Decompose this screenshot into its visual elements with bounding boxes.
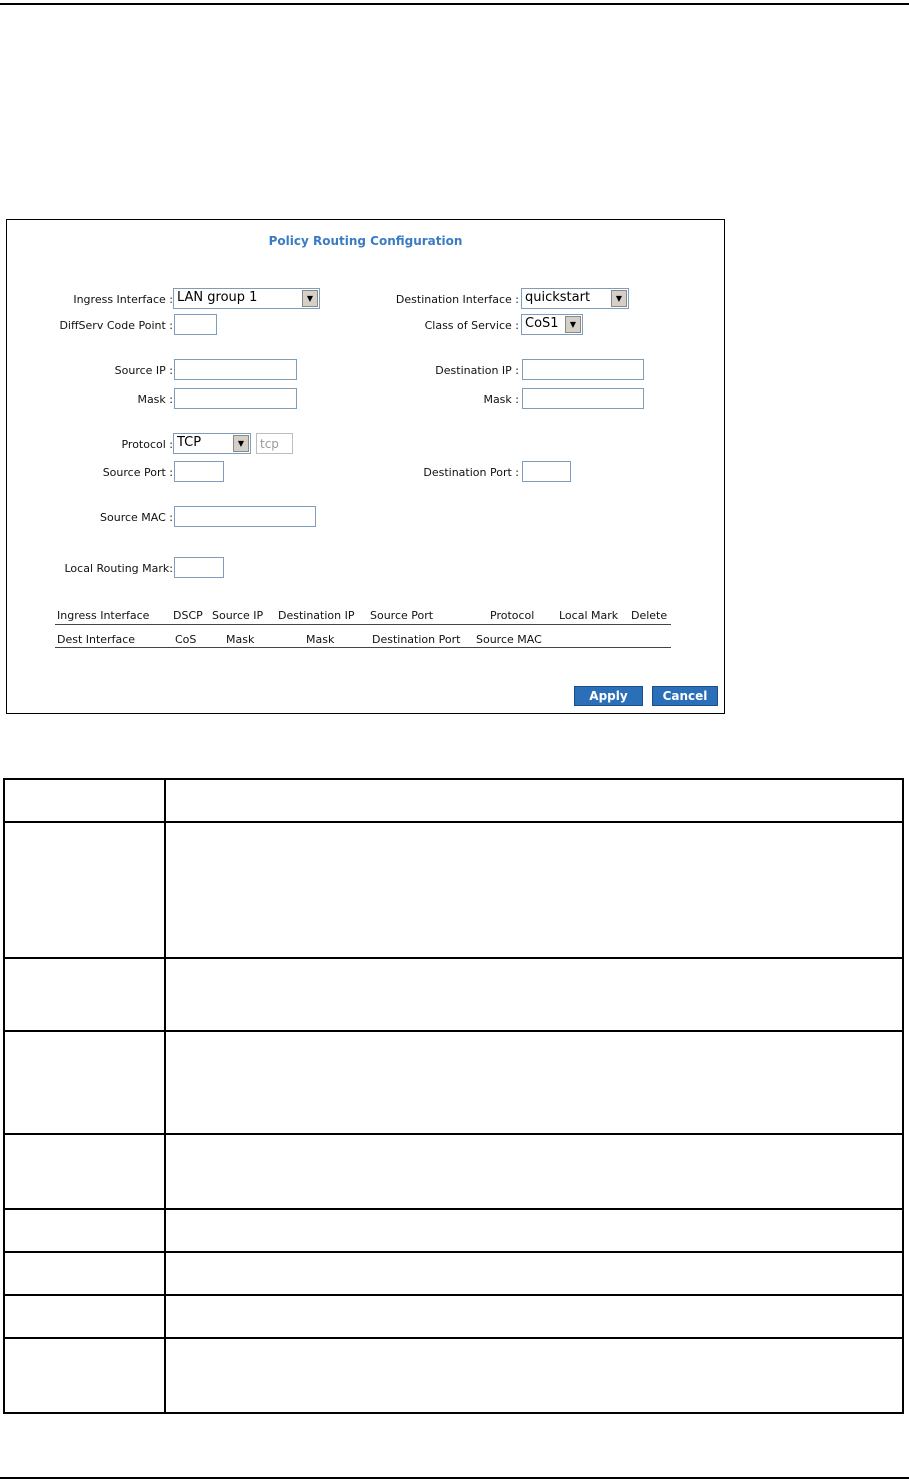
source-mask-input[interactable]	[174, 388, 297, 409]
top-rule	[0, 3, 909, 5]
col-destination-port: Destination Port	[372, 633, 461, 646]
apply-button[interactable]: Apply	[574, 686, 643, 706]
ingress-interface-select[interactable]	[173, 288, 320, 309]
bottom-rule	[0, 1477, 909, 1479]
description-table	[3, 778, 904, 1414]
source-port-label: Source Port :	[102, 466, 173, 479]
col-cos: CoS	[175, 633, 197, 646]
col-dscp: DSCP	[173, 609, 203, 622]
destination-interface-select[interactable]	[521, 288, 629, 309]
col-dest-interface: Dest Interface	[57, 633, 136, 646]
col-local-mark: Local Mark	[559, 609, 619, 622]
cancel-button[interactable]: Cancel	[652, 686, 718, 706]
col-destination-mask: Mask	[306, 633, 335, 646]
destination-mask-label: Mask :	[483, 393, 519, 406]
page-title: Policy Routing Configuration	[268, 234, 463, 248]
diffserv-input[interactable]	[174, 314, 217, 335]
row-divider	[5, 1294, 902, 1296]
col-source-port: Source Port	[370, 609, 434, 622]
row-divider	[5, 957, 902, 959]
local-routing-mark-input[interactable]	[174, 557, 224, 578]
chevron-down-icon: ▼	[565, 316, 581, 333]
source-mask-label: Mask :	[137, 393, 173, 406]
header-divider	[55, 624, 671, 625]
class-of-service-value: CoS1	[525, 316, 559, 331]
column-divider	[164, 780, 166, 1412]
destination-ip-label: Destination IP :	[435, 364, 519, 377]
header-divider	[55, 647, 671, 648]
row-divider	[5, 1133, 902, 1135]
class-of-service-label: Class of Service :	[424, 319, 519, 332]
source-ip-input[interactable]	[174, 359, 297, 380]
col-delete: Delete	[631, 609, 668, 622]
source-mac-input[interactable]	[174, 506, 316, 527]
protocol-text-input[interactable]	[256, 433, 293, 454]
diffserv-label: DiffServ Code Point :	[59, 319, 173, 332]
protocol-select[interactable]	[173, 433, 251, 454]
destination-ip-input[interactable]	[522, 359, 644, 380]
chevron-down-icon: ▼	[302, 290, 318, 307]
ingress-interface-value: LAN group 1	[177, 290, 258, 305]
col-destination-ip: Destination IP	[278, 609, 355, 622]
destination-port-label: Destination Port :	[423, 466, 519, 479]
destination-mask-input[interactable]	[522, 388, 644, 409]
source-port-input[interactable]	[174, 461, 224, 482]
col-source-mask: Mask	[226, 633, 255, 646]
col-ingress-interface: Ingress Interface	[57, 609, 150, 622]
protocol-label: Protocol :	[121, 438, 173, 451]
ingress-interface-label: Ingress Interface :	[73, 293, 173, 306]
chevron-down-icon: ▼	[611, 290, 627, 307]
class-of-service-select[interactable]	[521, 314, 583, 335]
destination-interface-label: Destination Interface :	[395, 293, 519, 306]
source-ip-label: Source IP :	[114, 364, 173, 377]
row-divider	[5, 821, 902, 823]
local-routing-mark-label: Local Routing Mark:	[64, 562, 173, 575]
col-protocol: Protocol	[490, 609, 535, 622]
row-divider	[5, 1251, 902, 1253]
row-divider	[5, 1208, 902, 1210]
policy-routing-panel	[6, 219, 725, 714]
row-divider	[5, 1337, 902, 1339]
source-mac-label: Source MAC :	[100, 511, 173, 524]
destination-port-input[interactable]	[522, 461, 571, 482]
row-divider	[5, 1030, 902, 1032]
col-source-ip: Source IP	[212, 609, 264, 622]
destination-interface-value: quickstart	[525, 290, 591, 305]
col-source-mac: Source MAC	[476, 633, 542, 646]
chevron-down-icon: ▼	[233, 435, 249, 452]
protocol-value: TCP	[177, 435, 202, 450]
